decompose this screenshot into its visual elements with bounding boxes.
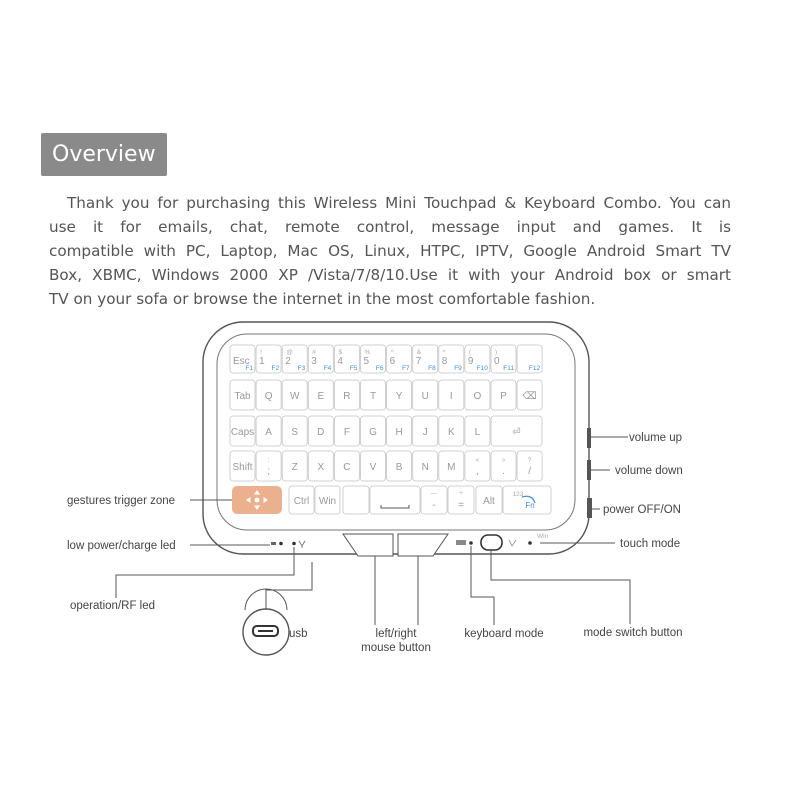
key-label: Caps	[230, 427, 255, 438]
key-label: 5	[363, 356, 370, 367]
operation-rf-led	[292, 542, 296, 546]
key-label: J	[422, 427, 428, 438]
minus-key-label: -	[432, 500, 436, 511]
small-win-label: Win	[537, 533, 549, 540]
key-label: 6	[389, 356, 396, 367]
key-shift-label: ^	[390, 349, 394, 356]
key-fn-label: F8	[428, 365, 436, 372]
ctrl-key-label: Ctrl	[293, 496, 310, 507]
key-shift-label: @	[286, 349, 293, 356]
intro-line: Thank you for purchasing this Wireless Mini Touchpad & Keyboard Combo. You can	[67, 194, 731, 212]
key-shift-label: <	[475, 457, 480, 464]
fn-key-top: 123	[512, 491, 524, 498]
key-label: 8	[441, 356, 448, 367]
key-label: D	[317, 427, 325, 438]
plus-key-top: +	[459, 490, 463, 497]
key-label: K	[447, 427, 455, 438]
keyboard-mode-led	[469, 541, 473, 545]
intro-line: use it for emails, chat, remote control, message input and games. It is	[49, 218, 731, 236]
low-power-label: low power/charge led	[67, 540, 176, 552]
plus-key-label: =	[458, 500, 464, 511]
key-label: 1	[259, 356, 265, 367]
key-fn-label: F4	[323, 365, 332, 372]
volume-up-label: volume up	[629, 432, 683, 444]
key-fn-label: F10	[476, 365, 488, 372]
key-shift-label: )	[495, 349, 498, 356]
key-label: .	[502, 466, 505, 477]
key-label: B	[395, 462, 403, 473]
mode-switch-label: mode switch button	[583, 627, 683, 639]
key-shift-label: &	[416, 349, 422, 356]
usb-label: usb	[289, 628, 308, 640]
key-label: 4	[337, 356, 343, 367]
overview-badge: Overview	[41, 133, 167, 176]
touch-mode-label: touch mode	[620, 538, 681, 550]
key-label: L	[474, 427, 481, 438]
key-shift-label: :	[267, 457, 270, 464]
intro-line: Box, XBMC, Windows 2000 XP /Vista/7/8/10.Use it with your Android box or smart	[49, 266, 731, 284]
key-shift-label: $	[338, 349, 343, 356]
key-fn-label: F6	[375, 365, 384, 372]
key-label: Esc	[233, 356, 250, 367]
key-shift-label: >	[501, 457, 506, 464]
backspace-icon: ⌫	[522, 391, 537, 402]
key-label: I	[449, 391, 453, 402]
key-fn-label: F2	[271, 365, 280, 372]
mouse-label-line2: mouse button	[361, 642, 431, 654]
operation-label: operation/RF led	[70, 600, 156, 612]
key-fn-label: F7	[402, 365, 410, 372]
key-label: W	[289, 391, 300, 402]
key-fn-label: F12	[528, 365, 541, 372]
minus-key-top: —	[430, 490, 438, 497]
key-label: 3	[311, 356, 317, 367]
key-label: Tab	[234, 391, 251, 402]
key-label: X	[317, 462, 325, 473]
key-fn-label: F3	[297, 365, 306, 372]
key-label: H	[395, 427, 403, 438]
key-label: Z	[291, 462, 298, 473]
key-fn-label: F9	[454, 365, 462, 372]
key-fn-label: F5	[349, 365, 358, 372]
key-label: /	[528, 466, 531, 477]
key-label: O	[473, 391, 482, 402]
left-blank-key[interactable]	[343, 486, 369, 514]
low-power-led	[279, 542, 283, 546]
key-label: C	[343, 462, 351, 473]
key-label: 7	[415, 356, 422, 367]
key-label: M	[447, 462, 456, 473]
key-label: F	[343, 427, 350, 438]
key-label: 2	[285, 356, 291, 367]
power-switch[interactable]	[587, 498, 592, 518]
mouse-label-line1: left/right	[375, 628, 417, 640]
battery-indicator-icon	[271, 542, 276, 545]
alt-key-label: Alt	[483, 496, 495, 507]
key-label: Y	[395, 391, 403, 402]
key-label: T	[369, 391, 377, 402]
gestures-label: gestures trigger zone	[67, 495, 176, 507]
touch-mode-led	[528, 541, 532, 545]
key-label: U	[421, 391, 429, 402]
space-key[interactable]	[370, 486, 420, 514]
mode-switch-line	[491, 549, 630, 624]
key-label: S	[291, 427, 299, 438]
enter-icon: ⏎	[512, 427, 521, 438]
volume-up-button[interactable]	[587, 428, 591, 448]
key-shift-label: %	[364, 349, 371, 356]
key-fn-label: F1	[245, 365, 253, 372]
key-shift-label: !	[260, 349, 262, 356]
key-shift-label: (	[468, 349, 472, 356]
key-shift-label: ?	[527, 457, 532, 464]
key-label: V	[369, 462, 377, 473]
key-fn-label: F11	[503, 365, 514, 372]
key-shift-label: #	[312, 349, 316, 356]
key-label: P	[500, 391, 507, 402]
key-label: 0	[494, 356, 500, 367]
keyboard-mode-label: keyboard mode	[464, 628, 544, 640]
key-label: E	[317, 391, 325, 402]
intro-line: TV on your sofa or browse the internet in the most comfortable fashion.	[49, 290, 596, 308]
key-label: ;	[267, 466, 270, 477]
keyboard-icon	[456, 540, 466, 545]
volume-down-label: volume down	[615, 465, 683, 477]
volume-down-button[interactable]	[587, 460, 591, 480]
key-shift-label: *	[442, 349, 446, 356]
key-label: A	[265, 427, 272, 438]
key-label: Q	[264, 391, 273, 402]
key-label: R	[343, 391, 351, 402]
mode-switch-button[interactable]	[481, 535, 502, 550]
power-label: power OFF/ON	[603, 504, 681, 516]
fn-key-label: Fn	[525, 501, 535, 510]
key-label: G	[369, 427, 377, 438]
key-label: ,	[476, 466, 479, 477]
win-key-label: Win	[318, 496, 337, 507]
key-label: N	[421, 462, 429, 473]
key-label: 9	[467, 356, 474, 367]
intro-line: compatible with PC, Laptop, Mac OS, Linux, HTPC, IPTV, Google Android Smart TV	[49, 242, 731, 260]
key-label: Shift	[232, 462, 253, 473]
